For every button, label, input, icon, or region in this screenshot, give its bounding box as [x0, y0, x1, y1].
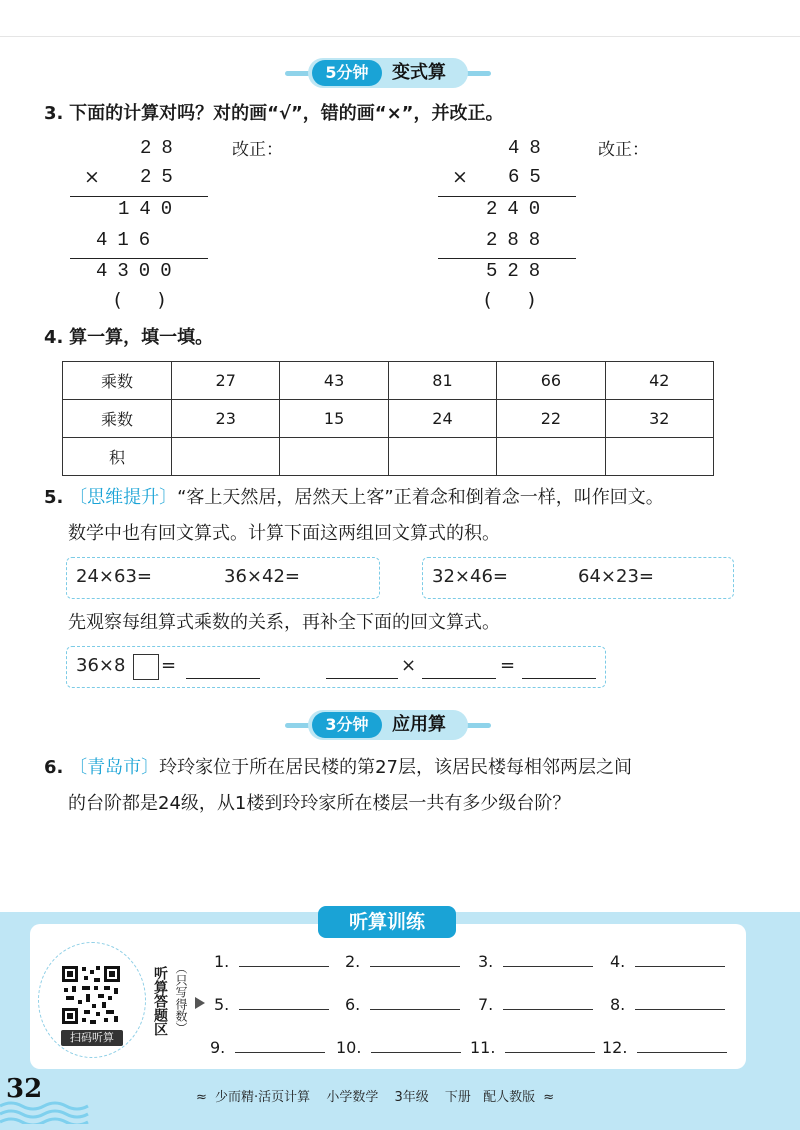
- question-5: 5. 〔思维提升〕“客上天然居，居然天上客”正着念和倒着念一样，叫作回文。: [44, 487, 664, 508]
- question-6-tag: 〔青岛市〕: [69, 757, 160, 778]
- answer-slot[interactable]: 5.: [214, 995, 329, 1014]
- footer-book: 少而精·活页计算: [215, 1090, 311, 1105]
- answer-slot[interactable]: 1.: [214, 952, 329, 971]
- footer-subject: 小学数学: [326, 1090, 379, 1105]
- table-header: 乘数: [63, 400, 172, 438]
- answer-slot[interactable]: 7.: [478, 995, 593, 1014]
- table-cell: 27: [172, 362, 280, 400]
- section-title: 变式算: [392, 62, 446, 83]
- mult-left-p1: 140: [118, 198, 183, 220]
- answer-slot[interactable]: 6.: [345, 995, 460, 1014]
- wave-decoration: [0, 1100, 90, 1124]
- correction-label-right: 改正：: [598, 140, 649, 160]
- section-banner-1: [0, 58, 800, 88]
- table-row: [63, 400, 714, 438]
- footer-volume: 下册: [444, 1090, 471, 1105]
- question-5-tag: 〔思维提升〕: [69, 487, 178, 508]
- question-5-text-2: 数学中也有回文算式。计算下面这两组回文算式的积。: [68, 523, 500, 544]
- table-cell: 43: [280, 362, 388, 400]
- table-header: 积: [63, 438, 172, 476]
- mult-right-result: 528: [486, 260, 551, 282]
- mult-right-p1: 240: [486, 198, 551, 220]
- mult-left-op: ×: [84, 166, 110, 188]
- footer-edition: 配人教版: [483, 1090, 536, 1105]
- table-cell: 23: [172, 400, 280, 438]
- answer-slot[interactable]: 10.: [336, 1038, 461, 1057]
- mult-right-b: 65: [508, 166, 551, 188]
- top-border: [0, 36, 800, 37]
- palindrome-expr: 32×46=: [432, 566, 508, 587]
- times-sign: ×: [401, 655, 417, 676]
- answer-slot[interactable]: 4.: [610, 952, 725, 971]
- equals-sign: =: [161, 655, 177, 676]
- section-badge: 5分钟: [312, 60, 382, 86]
- answer-blank[interactable]: [326, 678, 398, 679]
- question-6: 6. 〔青岛市〕玲玲家位于所在居民楼的第27层，该居民楼每相邻两层之间: [44, 757, 633, 778]
- correction-label-left: 改正：: [232, 140, 283, 160]
- question-5-text-3: 先观察每组算式乘数的关系，再补全下面的回文算式。: [68, 612, 500, 633]
- table-row: [63, 438, 714, 476]
- section-title: 应用算: [392, 714, 446, 735]
- table-cell: 32: [605, 400, 713, 438]
- product-cell[interactable]: [280, 438, 388, 476]
- mult-right-op: ×: [452, 166, 478, 188]
- qr-label: 扫码听算: [61, 1030, 123, 1046]
- answer-slot[interactable]: 11.: [470, 1038, 595, 1057]
- table-cell: 81: [388, 362, 496, 400]
- footer-wave-left: ≈: [196, 1090, 207, 1105]
- section-banner-2: [0, 710, 800, 740]
- question-6-text-1: 玲玲家位于所在居民楼的第27层，该居民楼每相邻两层之间: [159, 757, 633, 778]
- product-cell[interactable]: [497, 438, 605, 476]
- mult-right-answer: ( ): [484, 289, 536, 311]
- palindrome-expr: 24×63=: [76, 566, 152, 587]
- palindrome-expr: 36×42=: [224, 566, 300, 587]
- answer-slot[interactable]: 2.: [345, 952, 460, 971]
- table-cell: 66: [497, 362, 605, 400]
- answer-slot[interactable]: 12.: [602, 1038, 727, 1057]
- question-6-text-2: 的台阶都是24级，从1楼到玲玲家所在楼层一共有多少级台阶？: [68, 793, 571, 814]
- question-5-text-1: “客上天然居，居然天上客”正着念和倒着念一样，叫作回文。: [177, 487, 664, 508]
- footer-info: [196, 1086, 554, 1105]
- table-header: 乘数: [63, 362, 172, 400]
- product-cell[interactable]: [605, 438, 713, 476]
- mult-left-b: 25: [140, 166, 183, 188]
- qr-code-icon[interactable]: [60, 964, 122, 1026]
- mult-right-a: 48: [508, 137, 551, 159]
- digit-box[interactable]: [133, 654, 159, 680]
- listening-title-tab: 听算训练: [318, 906, 456, 938]
- palindrome-expr: 64×23=: [578, 566, 654, 587]
- table-cell: 24: [388, 400, 496, 438]
- table-cell: 42: [605, 362, 713, 400]
- product-cell[interactable]: [172, 438, 280, 476]
- answer-area-label: 听算答题区: [152, 966, 168, 1036]
- mult-left-result: 4300: [96, 260, 182, 282]
- answer-blank[interactable]: [186, 678, 260, 679]
- equals-sign: =: [500, 655, 516, 676]
- mult-left-a: 28: [140, 137, 183, 159]
- footer-wave-right: ≈: [543, 1090, 555, 1105]
- question-3-text: 下面的计算对吗？对的画“√”，错的画“×”，并改正。: [69, 103, 504, 124]
- question-3: 3. 下面的计算对吗？对的画“√”，错的画“×”，并改正。: [44, 103, 504, 124]
- mult-left-p2: 416: [96, 229, 161, 251]
- product-cell[interactable]: [388, 438, 496, 476]
- answer-blank[interactable]: [522, 678, 596, 679]
- answer-slot[interactable]: 8.: [610, 995, 725, 1014]
- table-cell: 22: [497, 400, 605, 438]
- table-cell: 15: [280, 400, 388, 438]
- answer-slot[interactable]: 9.: [210, 1038, 325, 1057]
- mult-right-p2: 288: [486, 229, 551, 251]
- answer-blank[interactable]: [422, 678, 496, 679]
- question-4: 4. 算一算，填一填。: [44, 327, 214, 348]
- mult-left-answer: ( ): [114, 289, 166, 311]
- footer-grade: 3年级: [394, 1090, 429, 1105]
- fill-prefix: 36×8: [76, 655, 126, 676]
- page-number: 32: [6, 1074, 43, 1104]
- multiplication-table: [62, 361, 714, 476]
- answer-area-note: （只写得数）: [174, 962, 188, 1034]
- table-row: [63, 362, 714, 400]
- question-4-text: 算一算，填一填。: [69, 327, 214, 348]
- play-arrow-icon: [194, 996, 206, 1010]
- answer-slot[interactable]: 3.: [478, 952, 593, 971]
- section-badge: 3分钟: [312, 712, 382, 738]
